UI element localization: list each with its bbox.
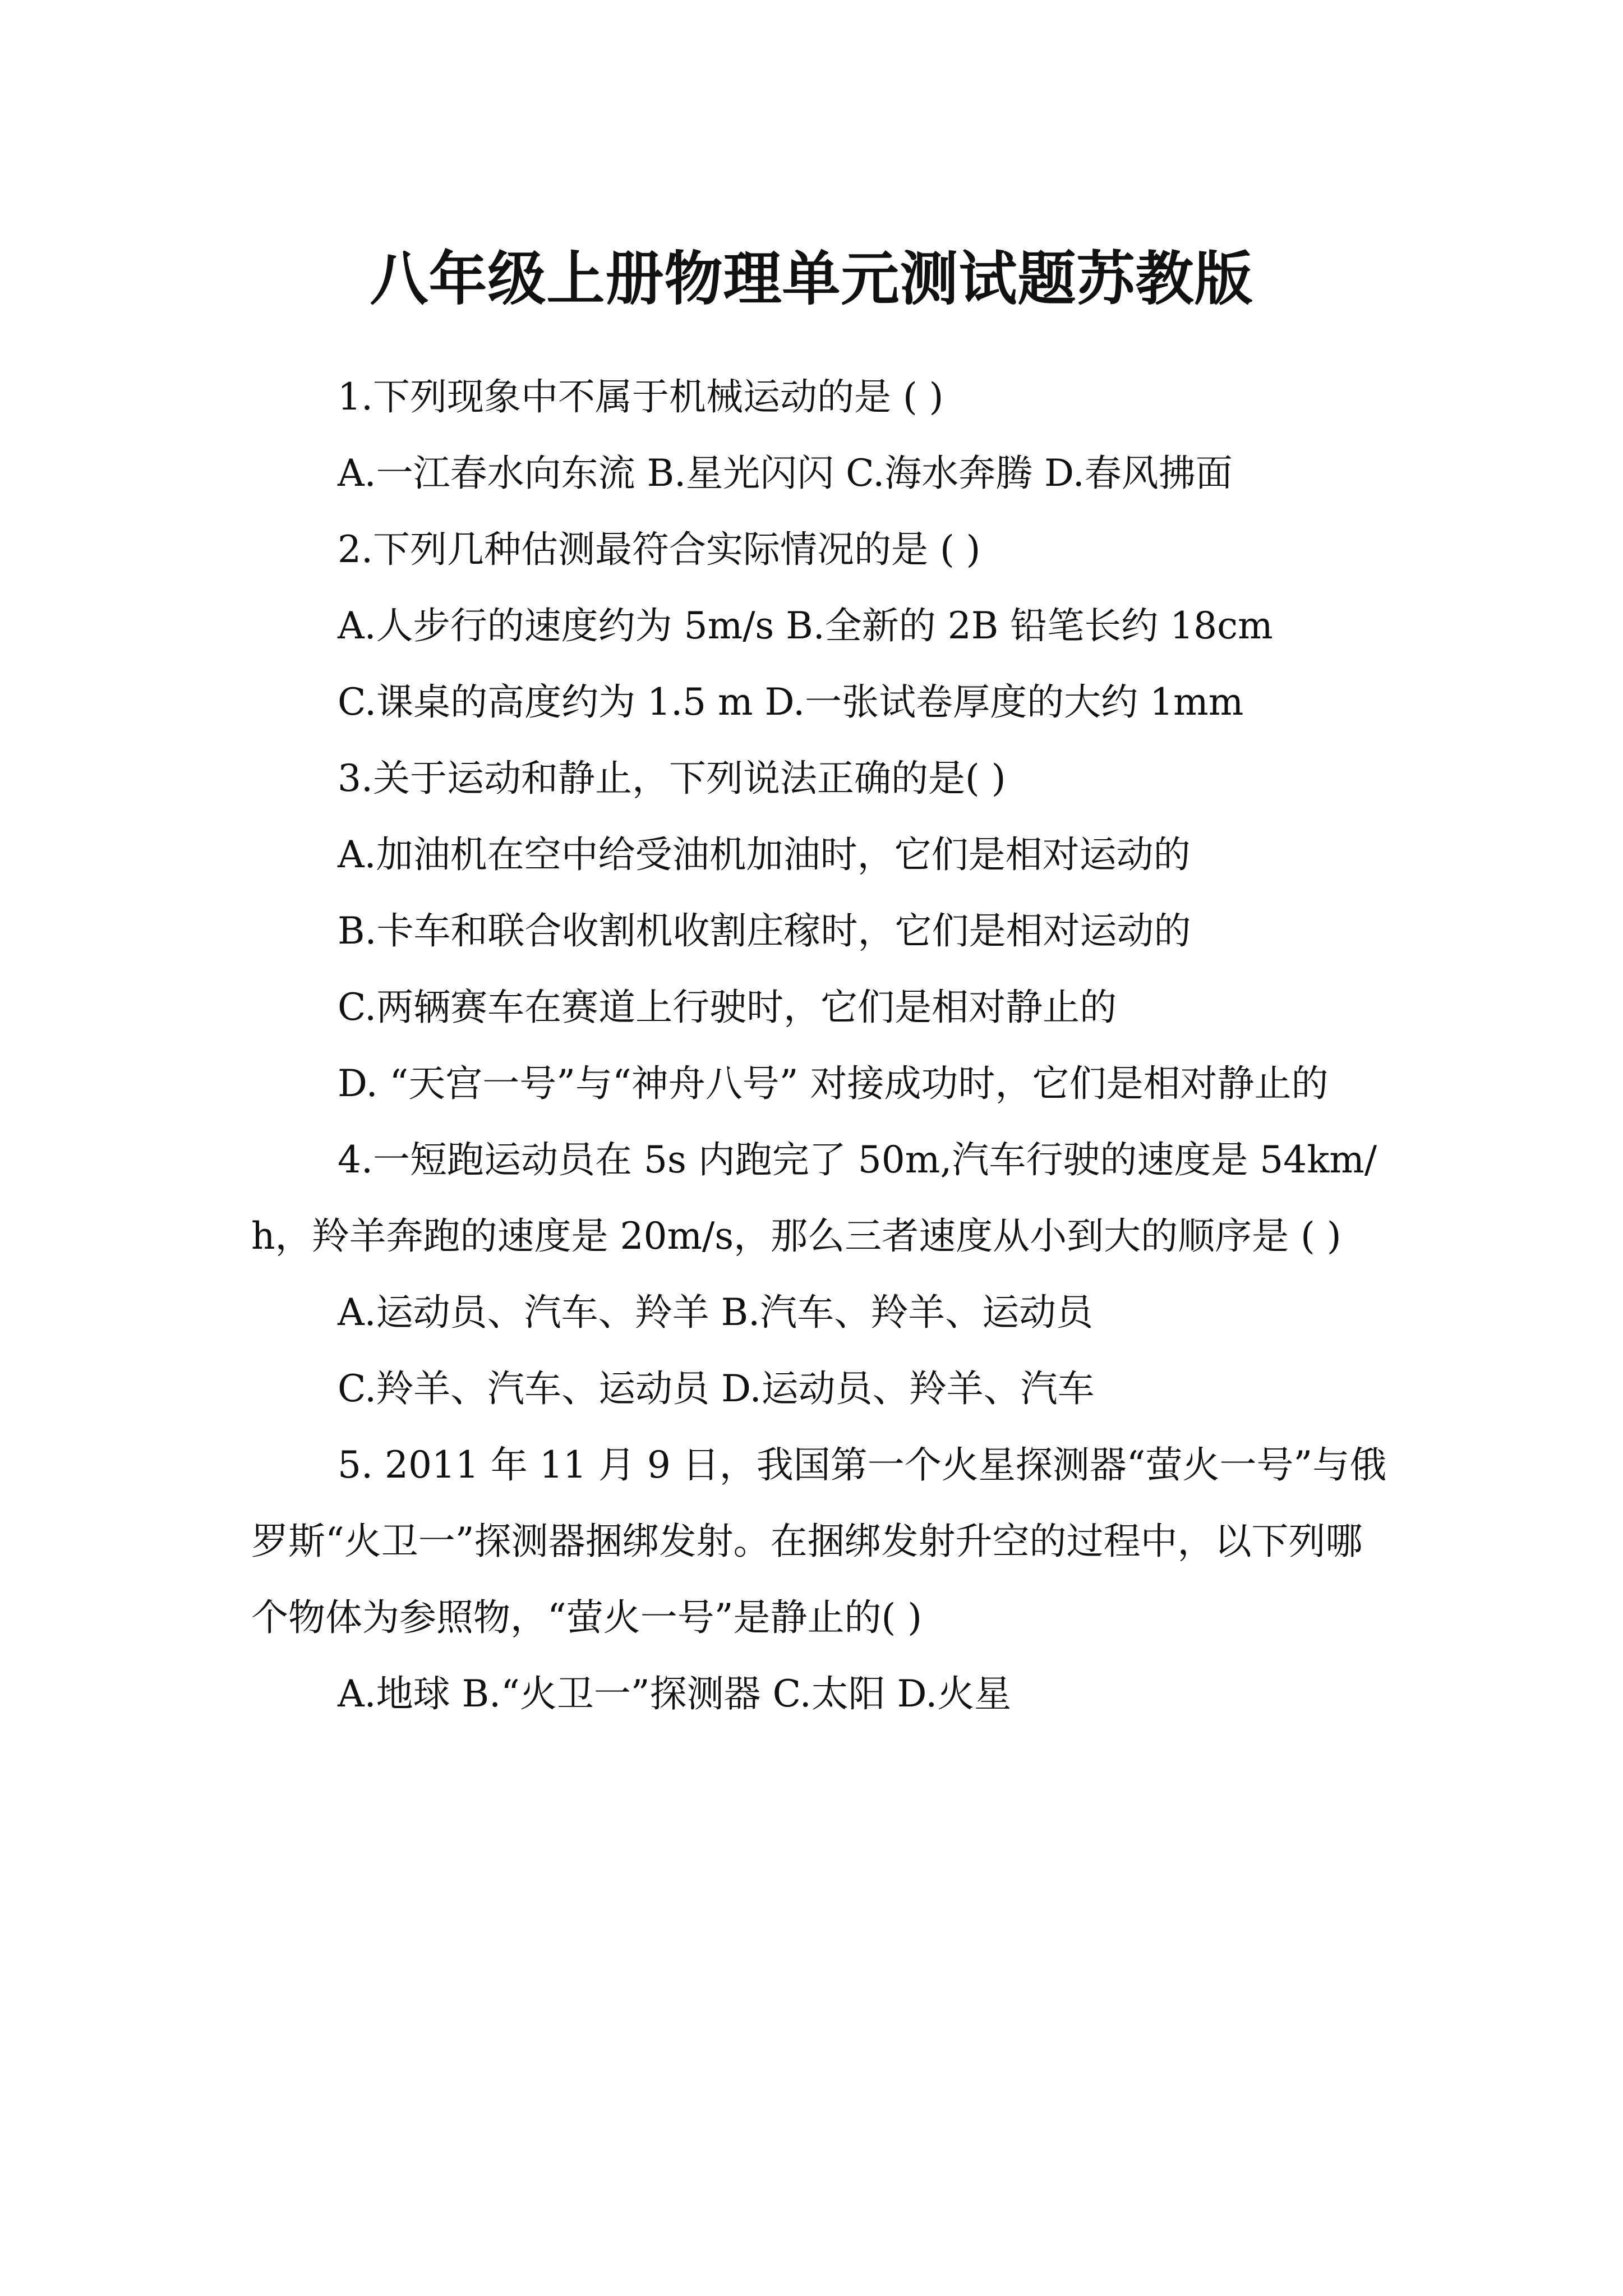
question-3-stem: 3.关于运动和静止，下列说法正确的是( ) <box>338 757 1006 800</box>
question-1-stem: 1.下列现象中不属于机械运动的是 ( ) <box>338 375 944 418</box>
question-3-option-a: A.加油机在空中给受油机加油时，它们是相对运动的 <box>338 833 1191 876</box>
document-title: 八年级上册物理单元测试题苏教版 <box>370 244 1253 313</box>
question-2-stem: 2.下列几种估测最符合实际情况的是 ( ) <box>338 528 981 571</box>
question-2-options-cd: C.课桌的高度约为 1.5 m D.一张试卷厚度的大约 1mm <box>338 680 1244 724</box>
question-4-stem: 4.一短跑运动员在 5s 内跑完了 50m,汽车行驶的速度是 54km/h，羚羊奔跑的速度是 20m/s，那么三者速度从小到大的顺序是 ( ) <box>251 1138 1377 1258</box>
question-3-option-c: C.两辆赛车在赛道上行驶时，它们是相对静止的 <box>338 986 1117 1029</box>
question-5-options: A.地球 B.“火卫一”探测器 C.太阳 D.火星 <box>338 1672 1012 1715</box>
question-1-options: A.一江春水向东流 B.星光闪闪 C.海水奔腾 D.春风拂面 <box>338 452 1233 495</box>
question-3-option-d: D. “天宫一号”与“神舟八号” 对接成功时，它们是相对静止的 <box>338 1062 1329 1105</box>
question-4-options-cd: C.羚羊、汽车、运动员 D.运动员、羚羊、汽车 <box>338 1367 1095 1410</box>
document-body <box>251 359 1391 1732</box>
question-2-options-ab: A.人步行的速度约为 5m/s B.全新的 2B 铅笔长约 18cm <box>338 604 1273 647</box>
question-3-option-b: B.卡车和联合收割机收割庄稼时，它们是相对运动的 <box>338 909 1191 953</box>
question-5-stem: 5. 2011 年 11 月 9 日，我国第一个火星探测器“萤火一号”与俄罗斯“火卫一”探测器捆绑发射。在捆绑发射升空的过程中，以下列哪个物体为参照物，“萤火一号”是静止的( ) <box>251 1443 1387 1639</box>
question-4-options-ab: A.运动员、汽车、羚羊 B.汽车、羚羊、运动员 <box>338 1291 1094 1334</box>
